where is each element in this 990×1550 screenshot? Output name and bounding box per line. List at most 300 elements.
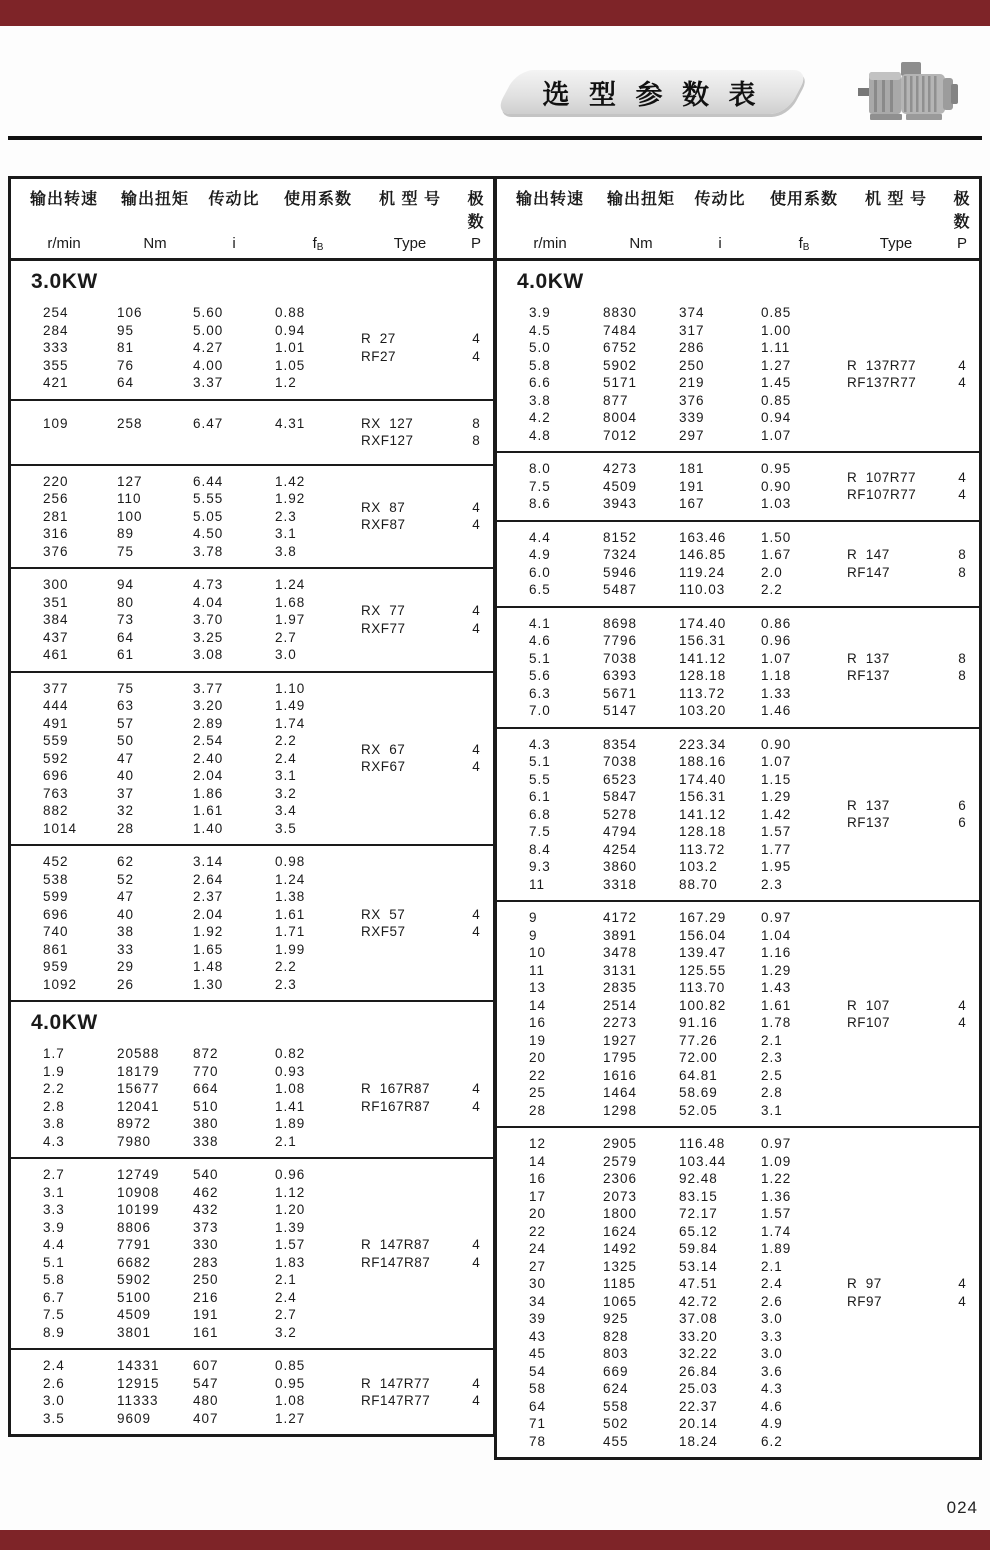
table-cell: 4254: [603, 841, 638, 857]
table-cell: 1.83: [275, 1254, 306, 1270]
table-cell: 89: [117, 526, 135, 541]
table-cell: 6.0: [529, 564, 551, 580]
table-cell: 14: [529, 1153, 547, 1169]
table-cell: 624: [603, 1381, 629, 1396]
table-cell: 61: [117, 647, 135, 662]
model-type: RX 127: [361, 415, 414, 431]
table-cell: 3.9: [43, 1219, 65, 1235]
table-cell: 0.85: [275, 1358, 306, 1373]
table-cell: 223.34: [679, 736, 727, 752]
table-cell: 1616: [603, 1067, 638, 1083]
table-cell: 1.10: [275, 680, 306, 696]
table-cell: 146.85: [679, 547, 727, 562]
table-cell: 0.95: [761, 461, 792, 476]
table-cell: 4.4: [43, 1237, 65, 1252]
table-cell: 113.72: [679, 841, 726, 857]
table-cell: 125.55: [679, 962, 727, 978]
table-cell: 502: [603, 1416, 629, 1431]
table-cell: 191: [679, 478, 705, 494]
model-type-cell: [847, 1135, 945, 1450]
table-cell: 119.24: [679, 564, 726, 580]
table-cell: 30: [529, 1276, 547, 1291]
model-type: RF107R77: [847, 487, 917, 503]
pole-count: 4: [472, 603, 480, 619]
model-type-cell: [361, 853, 459, 993]
table-cell: 33: [117, 941, 135, 957]
data-rows: [497, 909, 847, 1119]
table-cell: 1800: [603, 1206, 638, 1221]
table-cell: 1.95: [761, 859, 792, 874]
table-cell: 20: [529, 1050, 547, 1065]
table-cell: 6682: [117, 1254, 152, 1270]
table-cell: 64.81: [679, 1067, 718, 1083]
pole-count-cell: [459, 473, 493, 561]
table-cell: 0.82: [275, 1046, 306, 1061]
column-header-labels: [11, 179, 493, 232]
pole-count: 4: [472, 759, 480, 775]
model-type-cell: [361, 576, 459, 664]
table-cell: 37.08: [679, 1311, 718, 1326]
table-cell: 4509: [603, 478, 638, 494]
table-cell: 1.11: [761, 340, 791, 355]
table-cell: 281: [43, 508, 69, 524]
table-cell: 559: [43, 733, 69, 748]
table-cell: 3.37: [193, 375, 224, 390]
table-cell: 664: [193, 1081, 219, 1096]
table-cell: 62: [117, 854, 135, 869]
table-cell: 877: [603, 392, 629, 408]
model-type: R 137: [847, 650, 890, 666]
table-cell: 3.1: [275, 526, 297, 541]
header-label: 传动比: [694, 191, 746, 208]
table-cell: 1.97: [275, 612, 306, 627]
model-type-cell: [847, 529, 945, 599]
table-cell: 106: [117, 305, 143, 320]
data-rows: [11, 576, 361, 664]
table-cell: 216: [193, 1289, 219, 1305]
header-label: 输出转速: [515, 191, 584, 208]
table-cell: 592: [43, 750, 69, 766]
table-cell: 4.2: [529, 410, 551, 425]
table-cell: 26.84: [679, 1363, 718, 1379]
table-cell: 1464: [603, 1085, 638, 1100]
table-cell: 462: [193, 1184, 219, 1200]
table-cell: 12: [529, 1136, 547, 1151]
table-cell: 128.18: [679, 824, 727, 839]
table-cell: 1.24: [275, 871, 306, 887]
pole-count: 4: [958, 1015, 966, 1030]
table-cell: 2.2: [761, 582, 783, 597]
model-type: RF167R87: [361, 1098, 431, 1114]
table-cell: 2514: [603, 997, 638, 1013]
table-cell: 219: [679, 375, 705, 390]
model-type: RF147: [847, 564, 891, 580]
table-cell: 3.9: [529, 305, 551, 320]
pole-count: 8: [472, 433, 480, 448]
pole-count: 4: [472, 1393, 480, 1408]
header-label: 机 型 号: [379, 191, 441, 208]
table-cell: 78: [529, 1433, 547, 1449]
table-cell: 1.61: [761, 997, 792, 1013]
data-block: [497, 1126, 979, 1457]
table-cell: 75: [117, 543, 135, 559]
model-type: RF27: [361, 348, 397, 364]
table-cell: 1.61: [193, 803, 224, 818]
data-rows: [11, 1045, 361, 1150]
table-cell: 47.51: [679, 1276, 718, 1291]
table-cell: 1.41: [275, 1098, 306, 1114]
header-label: 输出扭矩: [606, 191, 675, 208]
table-cell: 2579: [603, 1153, 638, 1169]
table-cell: 110: [117, 491, 142, 506]
table-cell: 339: [679, 410, 705, 425]
table-cell: 75: [117, 680, 135, 696]
table-cell: 27: [529, 1258, 547, 1274]
table-cell: 5100: [117, 1289, 152, 1305]
table-cell: 444: [43, 698, 69, 713]
table-cell: 297: [679, 427, 705, 443]
table-cell: 81: [117, 340, 135, 355]
table-cell: 6523: [603, 771, 638, 787]
table-cell: 2.5: [761, 1067, 783, 1083]
table-cell: 52.05: [679, 1102, 718, 1118]
data-block: [497, 606, 979, 727]
pole-count: 8: [472, 415, 480, 431]
table-cell: 18179: [117, 1063, 160, 1079]
table-cell: 109: [43, 415, 69, 431]
table-cell: 2.37: [193, 889, 224, 904]
table-cell: 156.04: [679, 927, 727, 943]
table-cell: 407: [193, 1410, 219, 1426]
table-cell: 4.1: [529, 615, 551, 631]
table-cell: 8.0: [529, 461, 551, 476]
table-cell: 1.08: [275, 1081, 306, 1096]
table-cell: 1.39: [275, 1219, 306, 1235]
data-block: [11, 567, 493, 671]
model-type-cell: [361, 415, 459, 450]
page-number: 024: [946, 1498, 978, 1517]
table-cell: 2.2: [43, 1081, 65, 1096]
table-cell: 6.7: [43, 1289, 65, 1305]
table-cell: 12749: [117, 1167, 160, 1182]
gearmotor-icon: [856, 56, 962, 126]
data-block: [497, 727, 979, 901]
pole-count: 8: [958, 564, 966, 580]
table-cell: 1.33: [761, 685, 792, 701]
table-cell: 2.1: [275, 1133, 297, 1149]
pole-count-cell: [459, 680, 493, 838]
header-label: 使用系数: [769, 191, 838, 208]
model-type: RF107: [847, 1015, 891, 1030]
model-type: R 97: [847, 1276, 882, 1291]
pole-count: 4: [472, 331, 480, 347]
table-cell: 696: [43, 906, 69, 922]
table-cell: 351: [43, 594, 69, 610]
table-cell: 4.9: [529, 547, 551, 562]
table-cell: 696: [43, 768, 69, 783]
table-cell: 2.6: [761, 1293, 783, 1309]
table-cell: 161: [193, 1324, 219, 1340]
table-cell: 58: [529, 1381, 547, 1396]
table-cell: 6.2: [761, 1433, 783, 1449]
table-cell: 3.0: [761, 1346, 783, 1361]
table-cell: 1624: [603, 1223, 638, 1239]
table-cell: 8354: [603, 736, 638, 752]
table-cell: 6.8: [529, 806, 551, 822]
table-cell: 220: [43, 473, 69, 489]
header-unit: Type: [879, 235, 913, 252]
table-cell: 1.9: [43, 1063, 65, 1079]
pole-count-cell: [945, 909, 979, 1119]
table-cell: 16: [529, 1015, 547, 1030]
table-cell: 1492: [603, 1241, 638, 1256]
table-cell: 338: [193, 1133, 219, 1149]
pole-count-cell: [459, 853, 493, 993]
data-block: [11, 1038, 493, 1157]
table-cell: 7796: [603, 633, 638, 648]
model-type: RF137R77: [847, 375, 917, 390]
header-unit-subscript: B: [316, 242, 324, 253]
pole-count-cell: [945, 529, 979, 599]
table-cell: 283: [193, 1254, 219, 1270]
pole-count-cell: [945, 1135, 979, 1450]
table-cell: 3.8: [529, 392, 551, 408]
model-type-cell: [361, 1045, 459, 1150]
pole-count: 6: [958, 797, 966, 813]
table-cell: 740: [43, 924, 69, 939]
data-block: [11, 399, 493, 464]
table-cell: 5.6: [529, 668, 551, 683]
table-cell: 0.93: [275, 1063, 306, 1079]
table-cell: 22: [529, 1223, 547, 1239]
table-cell: 1298: [603, 1102, 638, 1118]
table-cell: 1.2: [275, 375, 297, 390]
pole-count-cell: [459, 576, 493, 664]
table-cell: 2273: [603, 1015, 638, 1030]
model-type-cell: [847, 909, 945, 1119]
table-cell: 1927: [603, 1032, 638, 1048]
table-cell: 2.64: [193, 871, 224, 887]
table-cell: 0.85: [761, 305, 792, 320]
table-cell: 4.04: [193, 594, 224, 610]
table-cell: 803: [603, 1346, 629, 1361]
table-cell: 4.9: [761, 1416, 783, 1431]
table-cell: 3891: [603, 927, 638, 943]
column-header-units: [497, 232, 979, 261]
table-cell: 141.12: [679, 806, 727, 822]
table-cell: 1.7: [43, 1046, 65, 1061]
table-cell: 1.89: [761, 1241, 792, 1256]
table-cell: 1.49: [275, 698, 306, 713]
table-cell: 57: [117, 715, 135, 731]
pole-count: 8: [958, 668, 966, 683]
table-cell: 91.16: [679, 1015, 718, 1030]
table-cell: 4794: [603, 824, 638, 839]
table-cell: 10908: [117, 1184, 160, 1200]
table-cell: 4172: [603, 910, 638, 925]
pole-count: 4: [958, 1293, 966, 1309]
table-cell: 377: [43, 680, 69, 696]
table-cell: 1.22: [761, 1171, 792, 1186]
pole-count: 4: [472, 517, 480, 533]
data-rows: [497, 304, 847, 444]
table-cell: 80: [117, 594, 135, 610]
table-cell: 1.57: [761, 1206, 792, 1221]
model-type-cell: [361, 1357, 459, 1427]
table-cell: 11: [529, 876, 546, 892]
table-cell: 5.0: [529, 340, 551, 355]
table-cell: 1795: [603, 1050, 638, 1065]
header-unit: Type: [393, 235, 427, 252]
table-cell: 8698: [603, 615, 638, 631]
header-label: 传动比: [208, 191, 260, 208]
table-cell: 32: [117, 803, 135, 818]
table-cell: 28: [117, 820, 135, 836]
table-cell: 76: [117, 357, 135, 373]
table-cell: 3.2: [275, 1324, 297, 1340]
table-cell: 7.5: [529, 478, 551, 494]
table-cell: 4.00: [193, 357, 224, 373]
table-cell: 1.29: [761, 962, 792, 978]
table-cell: 167.29: [679, 910, 727, 925]
table-cell: 1014: [43, 820, 78, 836]
table-cell: 5.1: [43, 1254, 65, 1270]
page-title: 选 型 参 数 表: [542, 79, 762, 110]
table-cell: 6.44: [193, 473, 224, 489]
table-cell: 4.3: [43, 1133, 65, 1149]
header-label: 机 型 号: [865, 191, 927, 208]
table-cell: 0.98: [275, 854, 306, 869]
table-cell: 1.77: [761, 841, 792, 857]
table-cell: 4.6: [761, 1398, 783, 1414]
table-cell: 64: [529, 1398, 547, 1414]
table-cell: 3.3: [761, 1328, 783, 1344]
table-cell: 1.00: [761, 322, 792, 338]
table-cell: 5.00: [193, 322, 224, 338]
table-cell: 4.4: [529, 529, 551, 545]
table-cell: 3318: [603, 876, 638, 892]
table-cell: 7.5: [43, 1307, 65, 1322]
pole-count: 6: [958, 815, 966, 831]
table-cell: 5278: [603, 806, 638, 822]
table-cell: 20.14: [679, 1416, 718, 1431]
table-cell: 1.27: [275, 1410, 306, 1426]
table-cell: 376: [43, 543, 69, 559]
table-cell: 4.31: [275, 415, 306, 431]
table-cell: 14: [529, 997, 547, 1013]
data-block: [497, 520, 979, 606]
table-cell: 1.50: [761, 529, 792, 545]
header-label: 极 数: [953, 191, 971, 231]
table-cell: 1.04: [761, 927, 792, 943]
model-type: R 147R87: [361, 1237, 431, 1252]
table-cell: 250: [193, 1272, 219, 1287]
table-cell: 9: [529, 910, 538, 925]
table-cell: 8.6: [529, 496, 551, 511]
table-cell: 1.45: [761, 375, 792, 390]
table-cell: 5147: [603, 703, 638, 718]
table-cell: 63: [117, 698, 135, 713]
table-cell: 26: [117, 976, 135, 992]
table-cell: 1.92: [275, 491, 306, 506]
model-type-cell: [847, 460, 945, 513]
table-cell: 421: [43, 375, 69, 390]
model-type-cell: [847, 615, 945, 720]
header-unit: i: [232, 235, 236, 252]
data-block: [497, 297, 979, 451]
table-cell: 1.43: [761, 980, 792, 995]
table-cell: 52: [117, 871, 135, 887]
model-type: R 167R87: [361, 1081, 431, 1096]
table-cell: 2.3: [761, 876, 783, 892]
table-cell: 6.47: [193, 415, 224, 431]
table-cell: 1.89: [275, 1116, 306, 1131]
pole-count: 4: [472, 620, 480, 636]
model-type: R 107R77: [847, 469, 917, 485]
table-cell: 8.4: [529, 841, 551, 857]
selection-parameter-tables: [8, 176, 982, 1460]
table-cell: 5.8: [43, 1272, 65, 1287]
table-cell: 374: [679, 305, 705, 320]
model-type: R 137: [847, 797, 890, 813]
table-cell: 1.78: [761, 1015, 792, 1030]
header-unit: Nm: [629, 235, 653, 252]
table-cell: 1.57: [275, 1237, 306, 1252]
table-cell: 156.31: [679, 789, 727, 804]
table-cell: 33.20: [679, 1328, 718, 1344]
table-cell: 40: [117, 768, 135, 783]
table-cell: 510: [193, 1098, 219, 1114]
model-type: RF137: [847, 668, 891, 683]
table-cell: 50: [117, 733, 135, 748]
data-rows: [11, 304, 361, 392]
table-cell: 7791: [117, 1237, 152, 1252]
table-cell: 5.1: [529, 650, 551, 666]
table-cell: 7038: [603, 650, 638, 666]
table-cell: 0.90: [761, 736, 792, 752]
table-cell: 286: [679, 340, 705, 355]
pole-count-cell: [459, 1045, 493, 1150]
table-cell: 925: [603, 1311, 629, 1326]
table-cell: 882: [43, 803, 69, 818]
table-cell: 0.88: [275, 305, 306, 320]
table-cell: 83.15: [679, 1188, 718, 1204]
table-cell: 384: [43, 612, 69, 627]
data-rows: [11, 853, 361, 993]
table-cell: 770: [193, 1063, 219, 1079]
table-cell: 2.89: [193, 715, 224, 731]
table-cell: 3.77: [193, 680, 224, 696]
table-cell: 39: [529, 1311, 547, 1326]
table-cell: 2.04: [193, 768, 224, 783]
table-cell: 188.16: [679, 754, 727, 769]
table-cell: 7.0: [529, 703, 551, 718]
table-cell: 71: [529, 1416, 547, 1431]
table-cell: 2.7: [43, 1167, 65, 1182]
table-cell: 1.09: [761, 1153, 792, 1169]
table-cell: 7980: [117, 1133, 152, 1149]
pole-count: 4: [472, 499, 480, 515]
table-cell: 38: [117, 924, 135, 939]
table-cell: 29: [117, 959, 135, 974]
table-cell: 9: [529, 927, 538, 943]
model-type: R 137R77: [847, 357, 917, 373]
pole-count: 8: [958, 650, 966, 666]
table-cell: 127: [117, 473, 143, 489]
table-cell: 5.05: [193, 508, 224, 524]
table-cell: 2.4: [275, 750, 297, 766]
table-cell: 1092: [43, 976, 78, 992]
